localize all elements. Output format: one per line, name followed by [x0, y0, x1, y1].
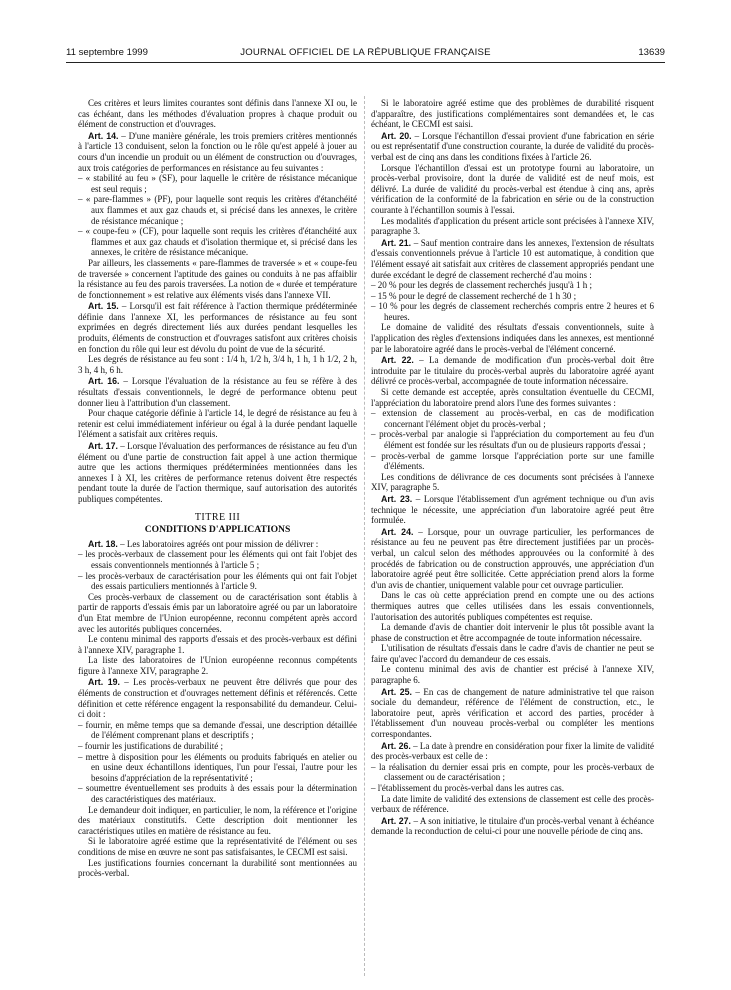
article-label: Art. 18.: [88, 538, 118, 549]
article-19: [78, 677, 357, 878]
publication-date: 11 septembre 1999: [66, 47, 148, 58]
right-column: [371, 98, 654, 837]
article-27: [371, 816, 654, 837]
article-text: – Lorsque l'échantillon d'essai provient d'une fabrication en série ou est représentatif d'une construction courante, la durée de validité du procès-verbal est de cinq ans dans les conditions fixées à l'article 26.: [371, 130, 655, 162]
list-item: – les procès-verbaux de classement pour les éléments qui ont fait l'objet des essais conventionnels mentionnés à l'article 5 ;: [78, 549, 357, 570]
article-14: [78, 131, 357, 301]
article-23: [371, 494, 654, 526]
article-25: [371, 687, 654, 740]
list-item: – fournir, en même temps que sa demande d'essai, une description détaillée de l'élément comprenant plans et descriptifs ;: [78, 719, 357, 741]
paragraph: Les justifications fournies concernant la durabilité sont mentionnées au procès-verbal.: [78, 857, 357, 879]
journal-title: JOURNAL OFFICIEL DE LA RÉPUBLIQUE FRANÇAISE: [240, 47, 491, 58]
paragraph: Dans le cas où cette appréciation prend en compte une ou des actions thermiques autres que celles utilisées dans les essais conventionnels, l'autorisation des autorités publiques compétentes est requise.: [371, 590, 654, 622]
list-item: – 15 % pour le degré de classement recherché de 1 h 30 ;: [371, 290, 577, 301]
list-item: – fournir les justifications de durabilité ;: [78, 741, 223, 752]
list-item: – l'établissement du procès-verbal dans les autres cas.: [371, 783, 565, 793]
article-label: Art. 22.: [381, 355, 414, 366]
article-label: Art. 24.: [381, 526, 414, 537]
article-text: – Sauf mention contraire dans les annexes, l'extension de résultats d'essais conventionnels prévue à l'article 10 est automatique, à condition que l'élément essayé ait satisfait aux critères de classement appropriés pendant une durée excédant le degré de classement recherché d'au moins :: [371, 237, 654, 280]
list-item: – la réalisation du dernier essai pris en compte, pour les procès-verbaux de classement ou de caractérisation ;: [371, 761, 654, 783]
article-label: Art. 14.: [88, 130, 119, 141]
article-label: Art. 21.: [381, 237, 412, 248]
article-list: [78, 173, 357, 258]
article-label: Art. 27.: [381, 815, 412, 826]
list-item: – « stabilité au feu » (SF), pour laquelle le critère de résistance mécanique est seul requis ;: [78, 173, 357, 194]
article-list: [371, 408, 654, 472]
article-list: [371, 762, 654, 794]
paragraph: L'utilisation de résultats d'essais dans le cadre d'avis de chantier ne peut se faire qu'avec l'accord du demandeur de ces essais.: [371, 643, 654, 664]
article-17: [78, 441, 357, 505]
article-text: – Lorsque l'évaluation de la résistance au feu se réfère à des résultats d'essais conventionnels, le degré de performance obtenu peut donner lieu à l'attribution d'un classement.: [78, 376, 357, 408]
article-list: [78, 549, 357, 591]
paragraph: Le contenu minimal des avis de chantier est précisé à l'annexe XIV, paragraphe 6.: [371, 664, 654, 686]
article-text: – La demande de modification d'un procès-verbal doit être introduite par le titulaire du procès-verbal auprès du laboratoire agréé ayant délivré ce procès-verbal, accompagnée de toute information nécessaire.: [371, 355, 655, 387]
article-label: Art. 15.: [88, 301, 119, 312]
section-heading: CONDITIONS D'APPLICATIONS: [144, 524, 291, 536]
article-16: [78, 376, 357, 440]
list-item: – mettre à disposition pour les éléments ou produits fabriqués en atelier ou en usine deux échantillons identiques, l'un pour l'essai, l'autre pour les besoins d'appréciation de la représentativité ;: [78, 751, 357, 783]
article-text: – Lorsque l'établissement d'un agrément technique ou d'un avis technique le nécessite, une appréciation d'un laboratoire agréé peut être formulée.: [371, 493, 654, 526]
header-rule: [66, 62, 665, 63]
article-24: [371, 527, 654, 686]
list-item: – « pare-flammes » (PF), pour laquelle sont requis les critères d'étanchéité aux flammes et aux gaz chauds et, si précisé dans les annexes, le critère de résistance mécanique ;: [78, 194, 357, 226]
article-text: – Lorsqu'il est fait référence à l'action thermique prédéterminée définie dans l'annexe XI, les performances de résistance au feu sont exprimées en degrés directement liés aux durées pendant lesquelles les produits, éléments de construction et d'ouvrages satisfont aux critères choisis en fonction du rôle qui leur est dévolu du point de vue de la sécurité.: [78, 301, 357, 354]
list-item: – les procès-verbaux de caractérisation pour les éléments qui ont fait l'objet des essais particuliers mentionnés à l'article 9.: [78, 570, 357, 592]
page-number: 13639: [638, 47, 665, 58]
paragraph: Si le laboratoire agréé estime que des problèmes de durabilité risquent d'apparaître, des justifications complémentaires sont demandées et, le cas échéant, le CECMI est saisi.: [371, 98, 654, 130]
article-label: Art. 23.: [381, 493, 413, 504]
paragraph: Les degrés de résistance au feu sont : 1/4 h, 1/2 h, 3/4 h, 1 h, 1 h 1/2, 2 h, 3 h, 4 h, 6 h.: [78, 354, 357, 375]
article-label: Art. 25.: [381, 686, 412, 697]
paragraph: Si cette demande est acceptée, après consultation éventuelle du CECMI, l'appréciation du laboratoire prend alors l'une des formes suivantes :: [371, 387, 654, 408]
paragraph: Le contenu minimal des rapports d'essais et des procès-verbaux est défini à l'annexe XIV, paragraphe 1.: [78, 634, 357, 655]
article-list: [78, 720, 357, 805]
list-item: – procès-verbal de gamme lorsque l'appréciation porte sur une famille d'éléments.: [371, 450, 654, 472]
paragraph: Pour chaque catégorie définie à l'article 14, le degré de résistance au feu à retenir est celui immédiatement inférieur ou égal à la durée pendant laquelle l'élément a satisfait aux critères requis.: [78, 408, 357, 440]
article-text: – Lorsque l'évaluation des performances de résistance au feu d'un élément ou d'une partie de construction fait appel à une action thermique autre que les actions thermiques prédéterminées mentionnées dans les annexes I à XI, les critères de performance retenus doivent être respectés pendant toute la durée de l'action thermique, sauf autorisation des autorités publiques compétentes.: [78, 441, 357, 504]
left-column: [78, 98, 357, 879]
article-text: – La date à prendre en considération pour fixer la limite de validité des procès-verbaux est celle de :: [371, 740, 654, 762]
article-18: [78, 539, 357, 677]
list-item: – « coupe-feu » (CF), pour laquelle sont requis les critères d'étanchéité aux flammes et aux gaz chauds et d'isolation thermique et, si précisé dans les annexes, le critère de résistance mécanique.: [78, 226, 357, 258]
paragraph: La liste des laboratoires de l'Union européenne reconnus compétents figure à l'annexe XIV, paragraphe 2.: [78, 655, 357, 676]
paragraph: Les conditions de délivrance de ces documents sont précisées à l'annexe XIV, paragraphe 5.: [371, 471, 654, 493]
paragraph: Les modalités d'application du présent article sont précisées à l'annexe XIV, paragraphe 3.: [371, 215, 654, 237]
article-22: [371, 355, 654, 493]
list-item: – 20 % pour les degrés de classement recherchés jusqu'à 1 h ;: [371, 280, 593, 291]
list-item: – soumettre éventuellement ses produits à des essais pour la détermination des caractéristiques des matériaux.: [78, 783, 357, 804]
paragraph: Le demandeur doit indiquer, en particulier, le nom, la référence et l'origine des matériaux constitutifs. Cette description doit mentionner les caractéristiques utiles en matière de résistance au feu.: [78, 804, 357, 836]
page-header: [66, 47, 665, 61]
paragraph: Ces critères et leurs limites courantes sont définis dans l'annexe XI ou, le cas échéant, dans les méthodes d'évaluation propres à chaque produit ou élément de construction et d'ouvrages.: [78, 98, 357, 130]
article-26: [371, 741, 654, 815]
article-15: [78, 301, 357, 375]
article-label: Art. 19.: [88, 677, 120, 688]
article-label: Art. 20.: [381, 130, 412, 141]
article-label: Art. 26.: [381, 740, 411, 751]
column-separator: [364, 96, 365, 976]
paragraph: Par ailleurs, les classements « pare-flammes de traversée » et « coupe-feu de traversée » concernent l'aptitude des gaines ou conduits à ne pas affaiblir la résistance au feu des parois traversées. La notion de « durée et température de fonctionnement » est relative aux éléments visés dans l'annexe VII.: [78, 257, 357, 300]
article-text: – Les laboratoires agréés ont pour mission de délivrer :: [117, 538, 319, 549]
article-21: [371, 238, 654, 355]
article-text: – En cas de changement de nature administrative tel que raison sociale du demandeur, référence de l'élément de construction, etc., le laboratoire peut, après vérification et accord des parties, procéder à l'établissement d'un nouveau procès-verbal ou compléter les mentions correspondantes.: [371, 686, 654, 740]
article-text: – A son initiative, le titulaire d'un procès-verbal venant à échéance demande la reconduction de celui-ci pour une nouvelle période de cinq ans.: [371, 815, 655, 837]
paragraph: Le domaine de validité des résultats d'essais conventionnels, suite à l'application des règles d'extensions indiquées dans les annexes, est mentionné par le laboratoire agréé dans le procès-verbal de l'élément concerné.: [371, 322, 654, 354]
article-text: – Lorsque, pour un ouvrage particulier, les performances de résistance au feu ne peuvent pas être directement justifiées par un procès-verbal, un calcul selon des méthodes approuvées ou la conformité à des procédés de fabrication ou de construction approuvés, une appréciation d'un laboratoire agréé peut être sollicitée. Cette appréciation prend alors la forme d'un avis de chantier, uniquement valable pour cet ouvrage particulier.: [371, 526, 655, 590]
article-20: [371, 131, 654, 237]
article-label: Art. 16.: [88, 376, 120, 387]
article-label: Art. 17.: [88, 441, 118, 451]
paragraph: Lorsque l'échantillon d'essai est un prototype fourni au laboratoire, un procès-verbal provisoire, dont la durée de validité est de neuf mois, est délivré. La durée de validité du procès-verbal est étendue à cinq ans, après vérification de la conformité de la fabrication en série ou de la construction courante à l'échantillon soumis à l'essai.: [371, 162, 654, 215]
article-text: – D'une manière générale, les trois premiers critères mentionnés à l'article 13 conduisent, selon la fonction ou le rôle qu'est appelé à jouer au cours d'un incendie un produit ou un élément de construction ou d'ouvrages, aux trois catégories de performances en résistance au feu suivantes :: [78, 130, 357, 173]
paragraph: La demande d'avis de chantier doit intervenir le plus tôt possible avant la phase de construction et être accompagnée de toute information nécessaire.: [371, 622, 654, 643]
list-item: – procès-verbal par analogie si l'appréciation du comportement au feu d'un élément est fondée sur les résultats d'un ou de plusieurs rapports d'essai ;: [371, 429, 654, 450]
article-text: – Les procès-verbaux ne peuvent être délivrés que pour des éléments de construction et d'ouvrages nettement définis et référencés. Cette définition et cette référence engagent la responsabilité du demandeur. Celui-ci doit :: [78, 677, 357, 720]
paragraph: Ces procès-verbaux de classement ou de caractérisation sont établis à partir de rapports d'essais émis par un laboratoire agréé ou par un laboratoire d'un Etat membre de l'Union européenne, reconnu compétent après accord avec les autorités publiques concernées.: [78, 591, 357, 634]
list-item: – extension de classement au procès-verbal, en cas de modification concernant l'élément objet du procès-verbal ;: [371, 408, 654, 429]
list-item: – 10 % pour les degrés de classement recherchés compris entre 2 heures et 6 heures.: [371, 301, 654, 322]
paragraph: La date limite de validité des extensions de classement est celle des procès-verbaux de référence.: [371, 793, 654, 815]
title-heading: TITRE III: [194, 511, 241, 523]
paragraph: Si le laboratoire agréé estime que la représentativité de l'élément ou ses conditions de mise en œuvre ne sont pas satisfaisantes, le CECMI est saisi.: [78, 836, 357, 857]
article-list: [371, 280, 654, 322]
